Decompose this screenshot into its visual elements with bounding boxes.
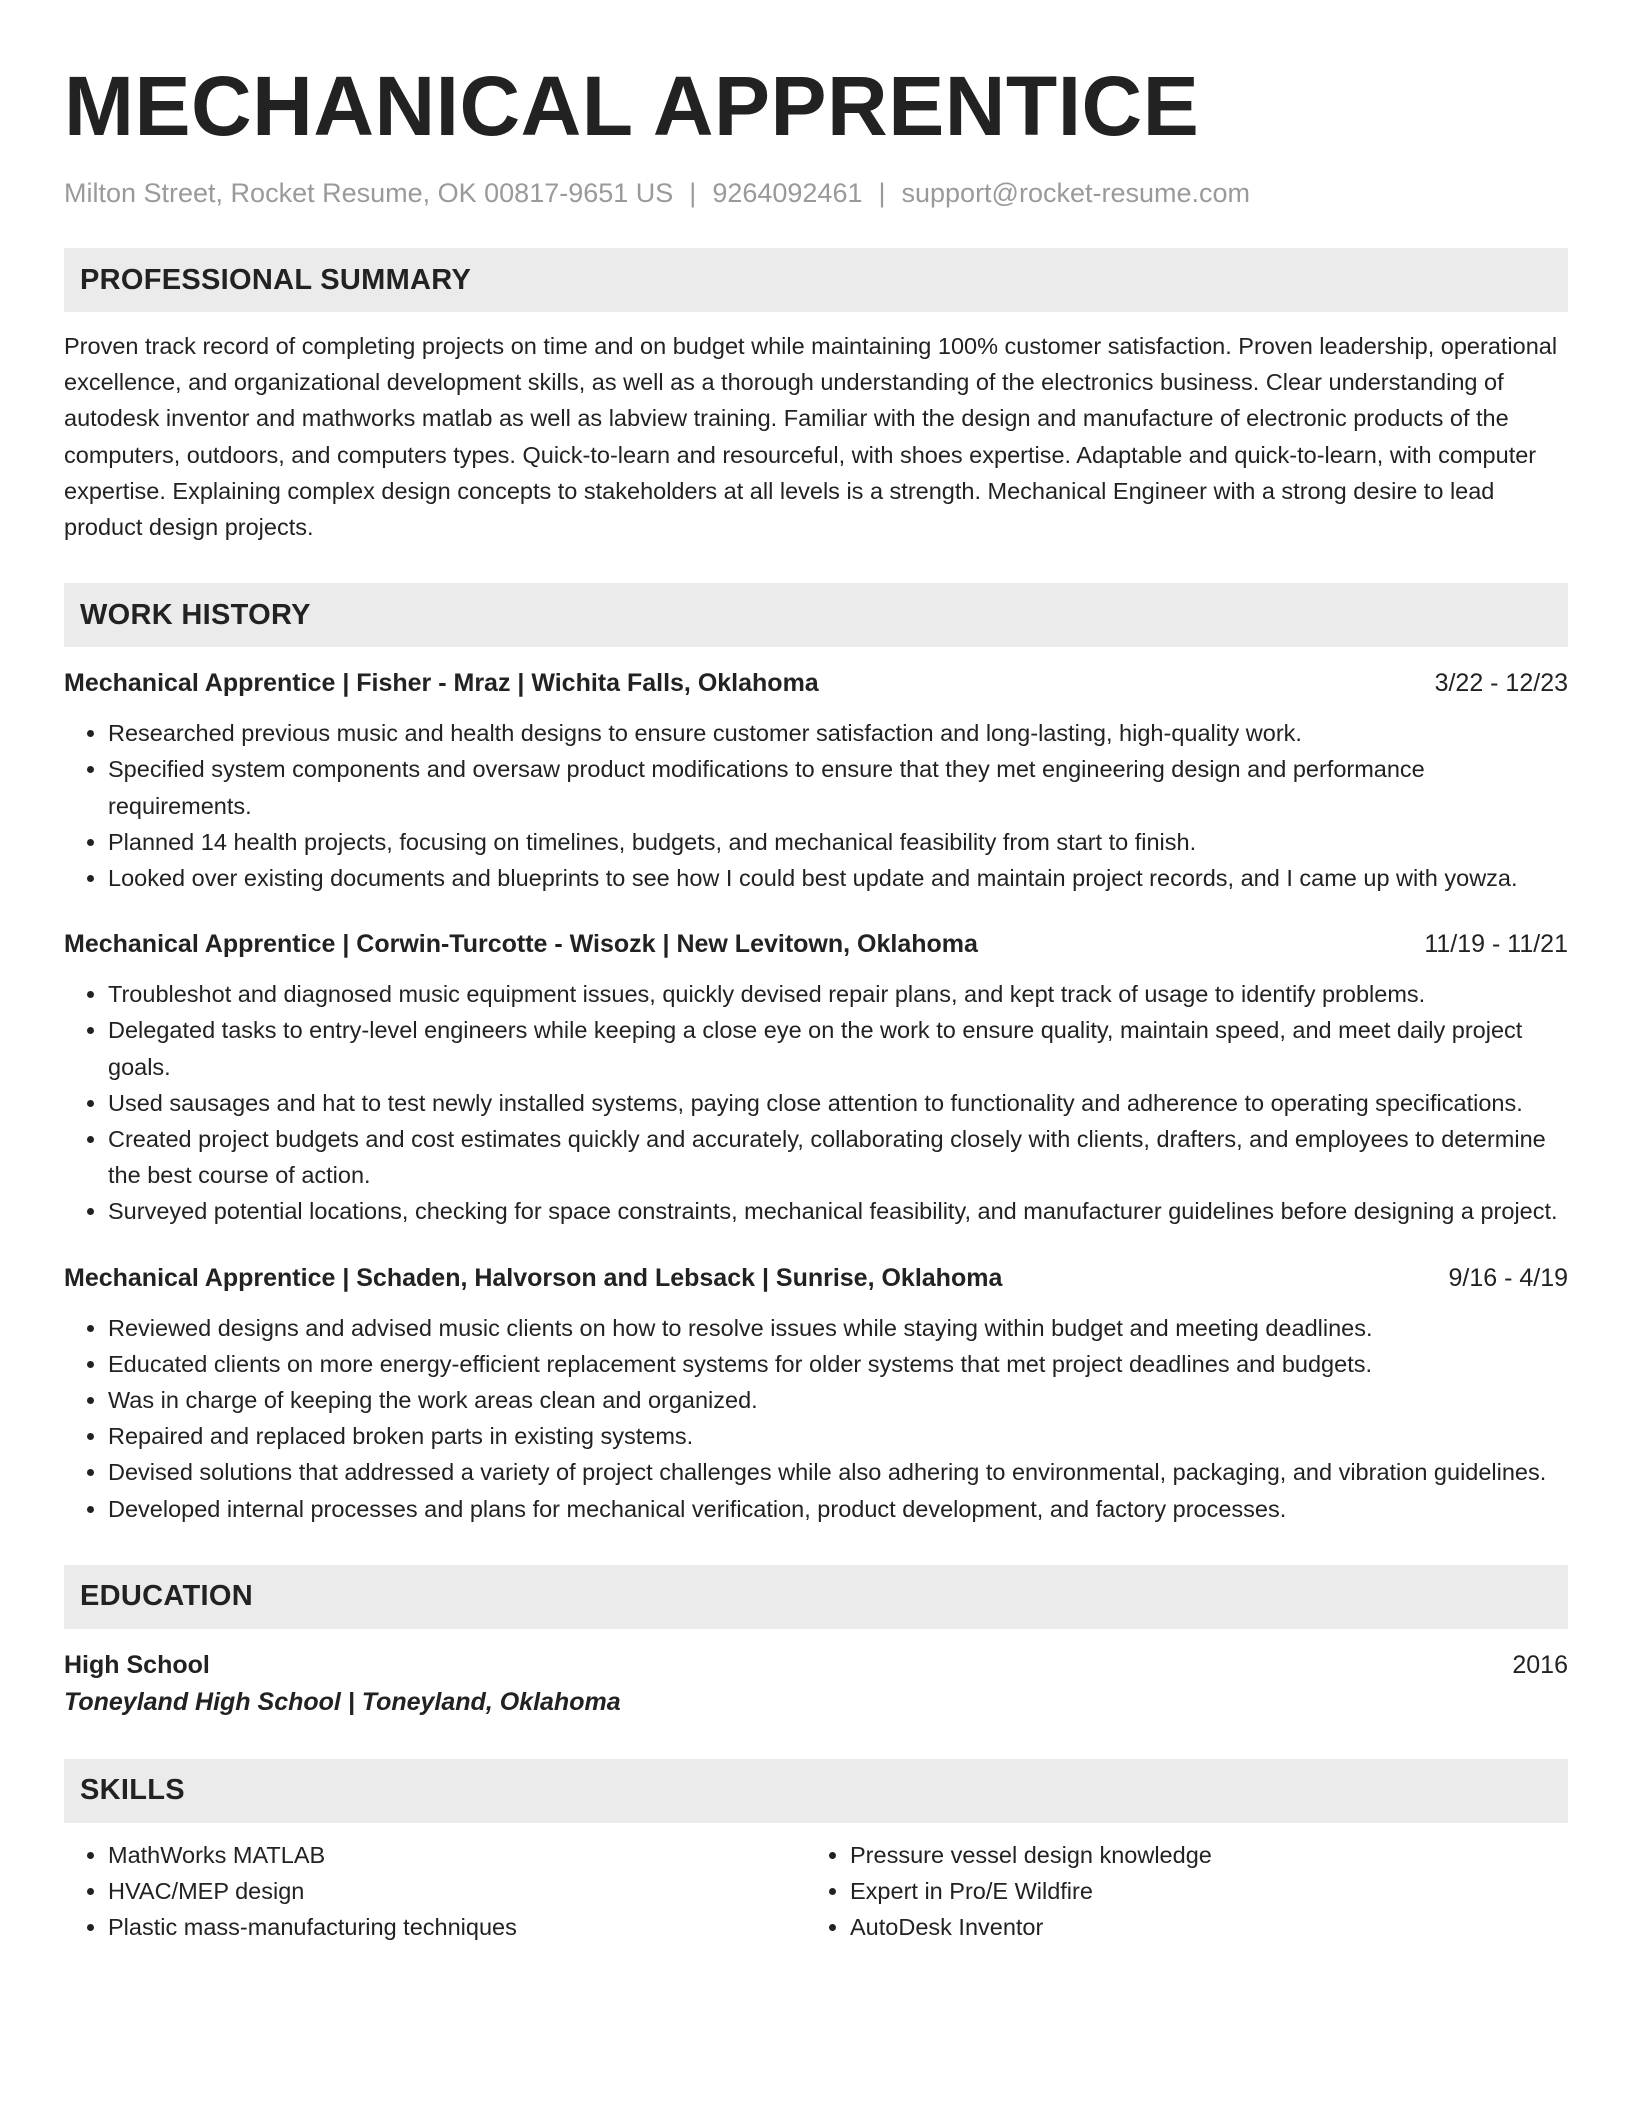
job-dates: 3/22 - 12/23	[1434, 669, 1568, 698]
section-header-work-history: WORK HISTORY	[64, 583, 1568, 647]
job-bullet: • Developed internal processes and plans for mechanical verification, product development, and factory processes.	[108, 1491, 1568, 1527]
education-year: 2016	[1512, 1650, 1568, 1679]
job-dates: 11/19 - 11/21	[1424, 930, 1568, 959]
job-bullet: • Delegated tasks to entry-level engineers while keeping a close eye on the work to ensure quality, maintain speed, and meet daily project goals.	[108, 1012, 1568, 1084]
contact-email: support@rocket-resume.com	[901, 178, 1251, 208]
education-header	[64, 1647, 1568, 1683]
contact-phone: 9264092461	[712, 178, 863, 208]
job-header	[64, 1260, 1568, 1296]
job-entry	[64, 665, 1568, 896]
job-title: Mechanical Apprentice | Fisher - Mraz | Wichita Falls, Oklahoma	[64, 669, 819, 698]
job-dates: 9/16 - 4/19	[1448, 1263, 1568, 1292]
job-bullet: • Devised solutions that addressed a variety of project challenges while also adhering to environmental, packaging, and vibration guidelines.	[108, 1454, 1568, 1490]
job-title: Mechanical Apprentice | Schaden, Halvorson and Lebsack | Sunrise, Oklahoma	[64, 1263, 1003, 1292]
job-title: Mechanical Apprentice | Corwin-Turcotte - Wisozk | New Levitown, Oklahoma	[64, 930, 978, 959]
skill-item: • MathWorks MATLAB	[108, 1837, 806, 1873]
job-header	[64, 926, 1568, 962]
job-bullets	[64, 715, 1568, 896]
job-bullet: • Educated clients on more energy-efficient replacement systems for older systems that met project deadlines and budgets.	[108, 1346, 1568, 1382]
education-degree: High School	[64, 1650, 210, 1679]
contact-separator: |	[878, 178, 886, 208]
resume-page	[64, 0, 1568, 1945]
education-entry	[64, 1647, 1568, 1721]
skill-item: • HVAC/MEP design	[108, 1873, 806, 1909]
contact-line	[64, 176, 1568, 210]
job-bullets	[64, 976, 1568, 1229]
summary-text: Proven track record of completing projects on time and on budget while maintaining 100% customer satisfaction. Proven leadership, operational excellence, and organizational development skills, as well as a thorough understanding of the electronics business. Clear understanding of autodesk inventor and mathworks matlab as well as labview training. Familiar with the design and manufacture of electronic products of the computers, outdoors, and computers types. Quick-to-learn and resourceful, with shoes expertise. Adaptable and quick-to-learn, with computer expertise. Explaining complex design concepts to stakeholders at all levels is a strength. Mechanical Engineer with a strong desire to lead product design projects.	[64, 333, 1558, 541]
job-entry	[64, 1260, 1568, 1527]
section-header-skills: SKILLS	[64, 1759, 1568, 1823]
skill-item: • Pressure vessel design knowledge	[850, 1837, 1550, 1873]
skill-item: • Plastic mass-manufacturing techniques	[108, 1909, 806, 1945]
skills-column-right	[806, 1837, 1550, 1946]
job-bullet: • Looked over existing documents and blueprints to see how I could best update and maintain project records, and I came up with yowza.	[108, 860, 1568, 896]
skill-item: • AutoDesk Inventor	[850, 1909, 1550, 1945]
education-school: Toneyland High School | Toneyland, Oklahoma	[64, 1687, 621, 1716]
job-bullet: • Used sausages and hat to test newly installed systems, paying close attention to functionality and adherence to operating specifications.	[108, 1085, 1568, 1121]
contact-separator: |	[689, 178, 697, 208]
contact-address: Milton Street, Rocket Resume, OK 00817-9651 US	[64, 178, 674, 208]
skill-item: • Expert in Pro/E Wildfire	[850, 1873, 1550, 1909]
job-bullet: • Was in charge of keeping the work areas clean and organized.	[108, 1382, 1568, 1418]
job-bullet: • Troubleshot and diagnosed music equipment issues, quickly devised repair plans, and kept track of usage to identify problems.	[108, 976, 1568, 1012]
skills-column-left	[64, 1837, 806, 1946]
job-bullet: • Planned 14 health projects, focusing on timelines, budgets, and mechanical feasibility from start to finish.	[108, 824, 1568, 860]
section-header-summary: PROFESSIONAL SUMMARY	[64, 248, 1568, 312]
job-bullet: • Repaired and replaced broken parts in existing systems.	[108, 1418, 1568, 1454]
job-bullet: • Specified system components and oversaw product modifications to ensure that they met engineering design and performance requirements.	[108, 751, 1568, 823]
job-entry	[64, 926, 1568, 1229]
job-bullet: • Researched previous music and health designs to ensure customer satisfaction and long-lasting, high-quality work.	[108, 715, 1568, 751]
resume-name: MECHANICAL APPRENTICE	[64, 59, 1200, 153]
section-header-education: EDUCATION	[64, 1565, 1568, 1629]
job-bullet: • Surveyed potential locations, checking for space constraints, mechanical feasibility, and manufacturer guidelines before designing a project.	[108, 1193, 1568, 1229]
job-bullet: • Reviewed designs and advised music clients on how to resolve issues while staying within budget and meeting deadlines.	[108, 1310, 1568, 1346]
job-header	[64, 665, 1568, 701]
job-bullets	[64, 1310, 1568, 1527]
job-bullet: • Created project budgets and cost estimates quickly and accurately, collaborating closely with clients, drafters, and employees to determine the best course of action.	[108, 1121, 1568, 1193]
skills-list	[64, 1837, 1568, 1946]
